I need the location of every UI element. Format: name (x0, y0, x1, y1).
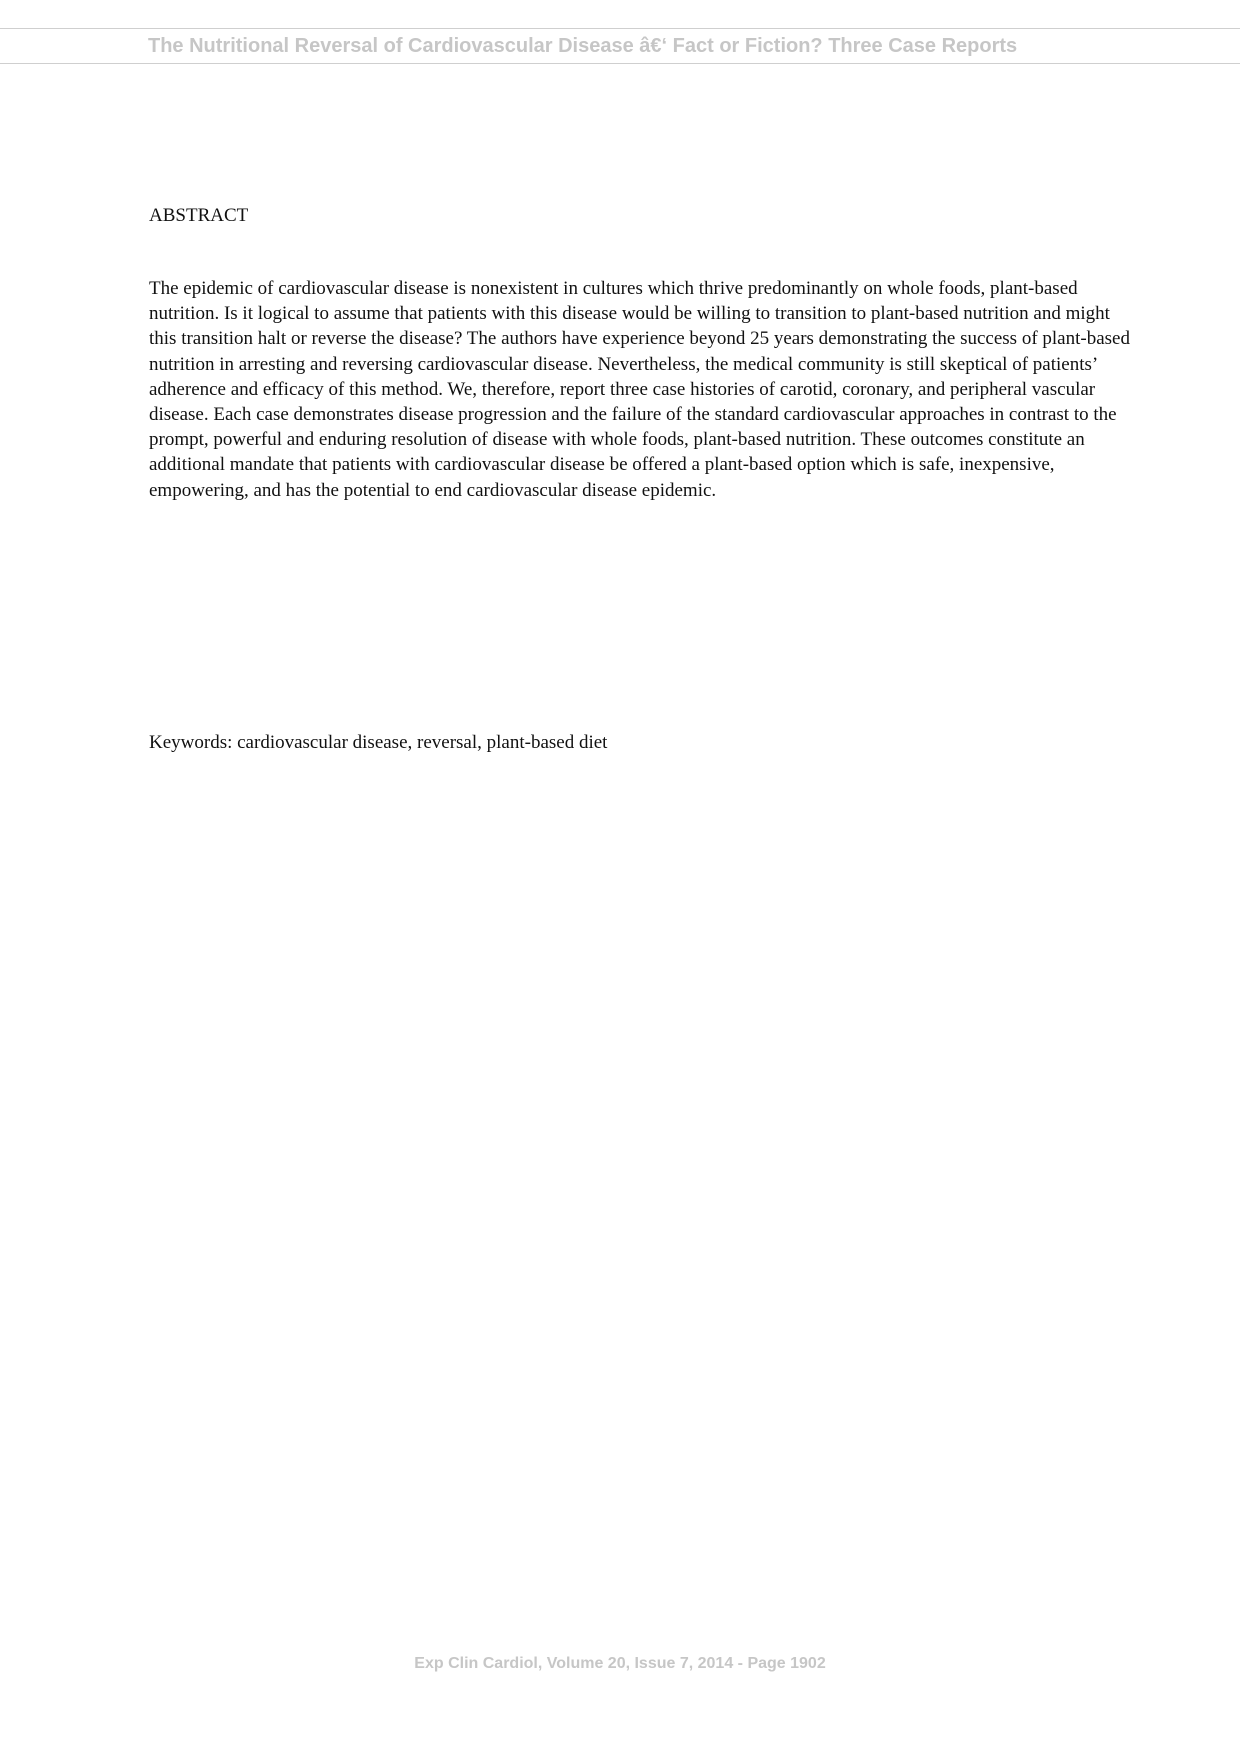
running-header-title: The Nutritional Reversal of Cardiovascular Disease â€‘ Fact or Fiction? Three Case Reports (148, 35, 1018, 57)
running-header (0, 28, 1240, 64)
abstract-paragraph: The epidemic of cardiovascular disease is nonexistent in cultures which thrive predominantly on whole foods, plant-based nutrition. Is it logical to assume that patients with this disease would be willing to transition to plant-based nutrition and might this transition halt or reverse the disease? The authors have experience beyond 25 years demonstrating the success of plant-based nutrition in arresting and reversing cardiovascular disease. Nevertheless, the medical community is still skeptical of patients’ adherence and efficacy of this method. We, therefore, report three case histories of carotid, coronary, and peripheral vascular disease. Each case demonstrates disease progression and the failure of the standard cardiovascular approaches in contrast to the prompt, powerful and enduring resolution of disease with whole foods, plant-based nutrition. These outcomes constitute an additional mandate that patients with cardiovascular disease be offered a plant-based option which is safe, inexpensive, empowering, and has the potential to end cardiovascular disease epidemic. (149, 278, 1130, 501)
abstract-heading: ABSTRACT (149, 205, 249, 226)
abstract-section (149, 200, 1134, 503)
keywords-line: Keywords: cardiovascular disease, reversal, plant-based diet (149, 732, 608, 753)
page-footer-citation: Exp Clin Cardiol, Volume 20, Issue 7, 2014 - Page 1902 (414, 1655, 826, 1672)
